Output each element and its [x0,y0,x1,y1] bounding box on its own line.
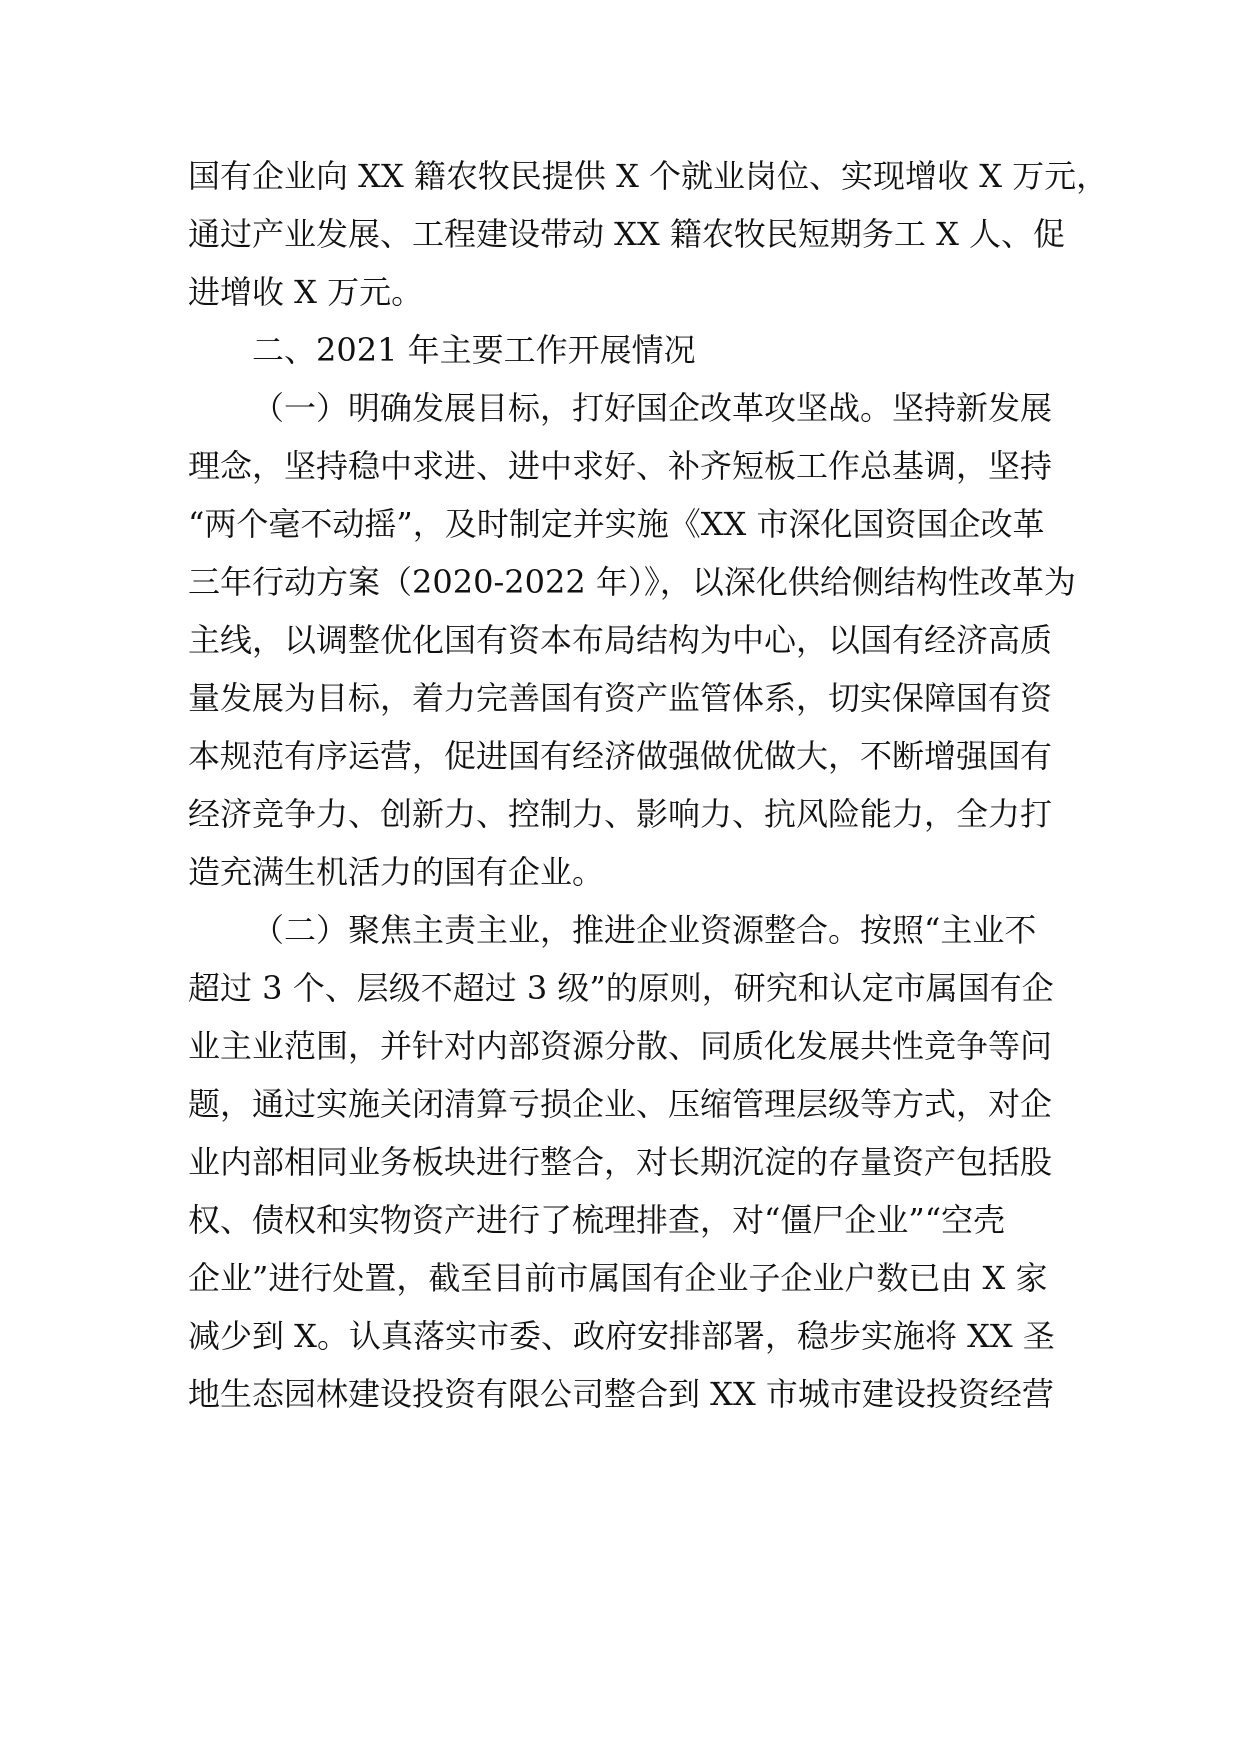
paragraph-line: 业主业范围，并针对内部资源分散、同质化发展共性竞争等问 [188,1027,1053,1065]
paragraph-line: 进增收 X 万元。 [188,273,424,311]
paragraph-line: 题，通过实施关闭清算亏损企业、压缩管理层级等方式，对企 [188,1085,1053,1123]
paragraph-line: 业内部相同业务板块进行整合，对长期沉淀的存量资产包括股 [188,1143,1053,1181]
section-heading: 二、2021 年主要工作开展情况 [252,331,696,369]
paragraph-line: 超过 3 个、层级不超过 3 级”的原则，研究和认定市属国有企 [188,969,1054,1007]
paragraph-line: （一）明确发展目标，打好国企改革攻坚战。坚持新发展 [252,389,1053,427]
paragraph-line: 国有企业向 XX 籍农牧民提供 X 个就业岗位、实现增收 X 万元， [188,157,1109,195]
paragraph-line: 造充满生机活力的国有企业。 [188,853,605,891]
paragraph-line: 通过产业发展、工程建设带动 XX 籍农牧民短期务工 X 人、促 [188,215,1066,253]
paragraph-line: 经济竞争力、创新力、控制力、影响力、抗风险能力，全力打 [188,795,1053,833]
paragraph-line: 理念，坚持稳中求进、进中求好、补齐短板工作总基调，坚持 [188,447,1053,485]
paragraph-line: 地生态园林建设投资有限公司整合到 XX 市城市建设投资经营 [188,1375,1054,1413]
paragraph-line: 量发展为目标，着力完善国有资产监管体系，切实保障国有资 [188,679,1053,717]
paragraph-line: 主线，以调整优化国有资本布局结构为中心，以国有经济高质 [188,621,1053,659]
paragraph-line: （二）聚焦主责主业，推进企业资源整合。按照“主业不 [252,911,1037,949]
paragraph-line: “两个毫不动摇”，及时制定并实施《XX 市深化国资国企改革 [188,505,1045,543]
paragraph-line: 本规范有序运营，促进国有经济做强做优做大，不断增强国有 [188,737,1053,775]
paragraph-line: 权、债权和实物资产进行了梳理排查，对“僵尸企业”“空壳 [188,1201,1006,1239]
paragraph-line: 减少到 X。认真落实市委、政府安排部署，稳步实施将 XX 圣 [188,1317,1055,1355]
paragraph-line: 三年行动方案（2020-2022 年）》，以深化供给侧结构性改革为 [188,563,1076,601]
paragraph-line: 企业”进行处置，截至目前市属国有企业子企业户数已由 X 家 [188,1259,1048,1297]
